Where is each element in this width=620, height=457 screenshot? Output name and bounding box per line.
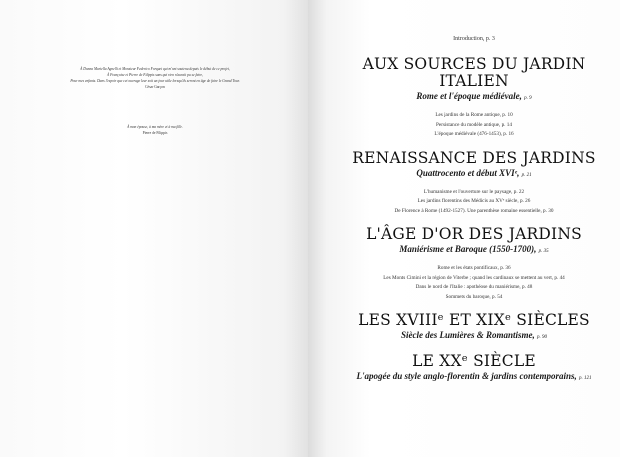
toc-entry: L'humanisme et l'ouverture sur le paysage, p. 22 — [423, 188, 525, 195]
section-subtitle: Siècle des Lumières & Romantisme, p. 90 — [401, 330, 547, 340]
section-page: p. 121 — [579, 376, 592, 381]
section-subtitle: Quattrocento et début XVIᵉ, p. 21 — [416, 167, 532, 178]
toc-section — [328, 226, 620, 302]
toc-entry: De Florence à Rome (1492-1527). Une parenthèse romaine essentielle, p. 30 — [394, 207, 554, 214]
dedication-signature: César Garçon — [145, 85, 165, 89]
section-title: LES XVIIIᵉ ET XIXᵉ SIÈCLES — [358, 311, 590, 329]
section-subtitle-text: Quattrocento et début XVIᵉ — [416, 167, 518, 178]
section-subtitle-text: L'apogée du style anglo-florentin & jardins contemporains — [356, 371, 575, 381]
section-page: p. 90 — [537, 335, 547, 340]
dedication-1 — [40, 66, 270, 90]
toc-entry: Sommets du baroque, p. 54 — [445, 293, 503, 300]
toc-entry: L'époque médiévale (476-1453), p. 16 — [434, 131, 514, 137]
dedication-line: À Françoise et Pierre de Filippis sans qui rien n'aurait pu se faire, — [106, 73, 204, 77]
toc-section — [328, 56, 620, 140]
dedication-line: Pour mes enfants. Dans l'espoir que cet ouvrage leur soit un jour utile lorsqu'ils seront en âge de faire le Grand Tour. — [70, 79, 240, 83]
toc-section — [328, 312, 620, 343]
toc-section — [328, 353, 620, 384]
section-page: p. 9 — [524, 96, 532, 101]
toc-entry: Persistance du modèle antique, p. 14 — [436, 121, 512, 128]
toc-entry: Dans le nord de l'Italie : apothéose du maniérisme, p. 48 — [415, 284, 533, 290]
toc-entry: Les jardins florentins des Médicis au XVᵉ siècle, p. 26 — [417, 198, 531, 204]
section-subtitle: L'apogée du style anglo-florentin & jardins contemporains, p. 121 — [356, 371, 592, 381]
left-page — [0, 0, 308, 457]
section-subtitle-text: Siècle des Lumières & Romantisme — [401, 330, 533, 340]
section-subtitle-text: Maniérisme et Baroque (1550-1700) — [399, 244, 535, 254]
toc-intro: Introduction, p. 3 — [453, 36, 495, 42]
section-subtitle: Maniérisme et Baroque (1550-1700), p. 35 — [399, 244, 549, 254]
section-title: LE XXᵉ SIÈCLE — [412, 352, 536, 370]
section-subtitle: Rome et l'époque médiévale, p. 9 — [416, 91, 532, 101]
toc-entry: Les Monts Cimini et la région de Viterbe ; quand les cardinaux se mettent au vert, p. 44 — [383, 274, 565, 281]
dedication-line: À mon épouse, à ma mère et à ma fille. — [127, 125, 183, 129]
dedication-2 — [40, 124, 270, 136]
toc-section — [328, 150, 620, 217]
toc-entry: Les jardins de la Rome antique, p. 10 — [435, 112, 513, 118]
right-page — [308, 0, 620, 457]
toc-entry: Rome et les états pontificaux, p. 36 — [437, 265, 511, 271]
dedication-line: À Donna Mariella Agnelli et Monsieur Federico Forquet qui m'ont soutenu depuis le début de ce projet, — [80, 67, 230, 71]
section-page: p. 21 — [521, 172, 532, 178]
section-page: p. 35 — [538, 249, 549, 254]
table-of-contents — [328, 36, 620, 394]
section-title: AUX SOURCES DU JARDIN ITALIEN — [362, 55, 586, 90]
section-title: RENAISSANCE DES JARDINS — [352, 148, 596, 167]
section-subtitle-text: Rome et l'époque médiévale — [416, 91, 520, 101]
section-title: L'ÂGE D'OR DES JARDINS — [366, 225, 582, 243]
dedication-signature: Pierre de Filippis — [142, 131, 168, 135]
